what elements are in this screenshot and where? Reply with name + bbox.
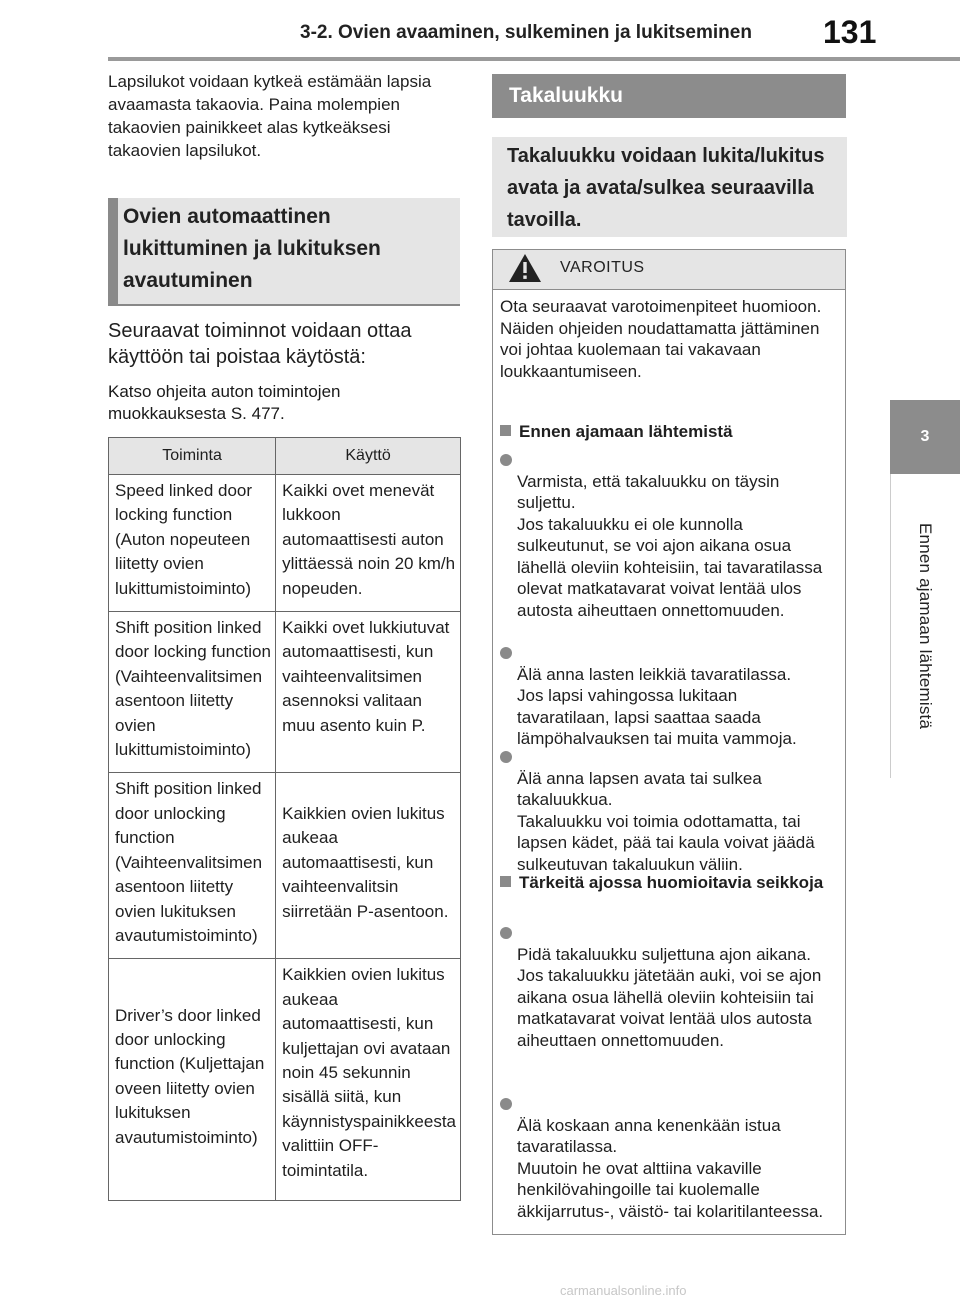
chapter-title: Ennen ajamaan lähtemistä xyxy=(916,522,935,730)
section-heading: Ovien automaattinen lukittuminen ja lukituksen avautuminen xyxy=(123,205,381,292)
table-cell-function: Shift position linked door locking function (Vaihteenvalitsimen asentoon liitetty ovien lukittumistoiminto) xyxy=(109,612,276,773)
square-bullet-icon xyxy=(500,876,511,887)
warning-bullet xyxy=(500,642,834,750)
table-cell-operation: Kaikki ovet lukkiutuvat automaattisesti, kun vaihteenvalitsimen asennoksi valitaan muu asento kuin P. xyxy=(276,612,461,773)
header-rule xyxy=(108,57,960,61)
warning-triangle-icon xyxy=(508,253,542,283)
functions-table xyxy=(108,437,461,1201)
warning-bullet xyxy=(500,449,834,621)
table-cell-operation: Kaikkien ovien lukitus aukeaa automaattisesti, kun vaihteenvalitsin siirretään P-asentoon. xyxy=(276,773,461,959)
warning-subsection-title xyxy=(500,421,834,443)
chapter-title-wrap xyxy=(890,474,960,778)
bullet-text: Varmista, että takaluukku on täysin suljettu. Jos takaluukku ei ole kunnolla sulkeutunut, se voi ajon aikana osua lähellä oleviin kohteisiin, tai tavaratilassa olevat matkatavarat voivat lentää ulos autosta aiheuttaen onnettomuuden. xyxy=(517,471,823,620)
subsection-title-text: Tärkeitä ajossa huomioitavia seikkoja xyxy=(519,873,824,892)
section-heading-accent xyxy=(108,198,118,304)
table-cell-function: Speed linked door locking function (Auton nopeuteen liitetty ovien lukittumistoiminto) xyxy=(109,475,276,612)
section-header-title: 3-2. Ovien avaaminen, sulkeminen ja lukitseminen xyxy=(300,22,752,43)
customization-note: Katso ohjeita auton toimintojen muokkauksesta S. 477. xyxy=(108,382,341,423)
chapter-number-tab: 3 xyxy=(890,400,960,474)
subsection-title-text: Ennen ajamaan lähtemistä xyxy=(519,422,733,441)
warning-bullet xyxy=(500,746,834,875)
bullet-dot-icon xyxy=(500,1098,512,1110)
warning-bullet xyxy=(500,1093,834,1222)
bullet-text: Älä anna lasten leikkiä tavaratilassa. Jos lapsi vahingossa lukitaan tavaratilaan, lapsi saattaa saada lämpöhalvauksen tai muita vammoja. xyxy=(517,664,797,748)
table-cell-function: Shift position linked door unlocking function (Vaihteenvalitsimen asentoon liitetty ovien lukituksen avautumistoiminto) xyxy=(109,773,276,959)
bullet-dot-icon xyxy=(500,751,512,763)
table-header-row xyxy=(109,438,461,475)
bullet-dot-icon xyxy=(500,647,512,659)
bullet-dot-icon xyxy=(500,454,512,466)
table-row xyxy=(109,475,461,612)
intro-paragraph: Lapsilukot voidaan kytkeä estämään lapsia avaamasta takaovia. Paina molempien takaovien painikkeet alas kytkeäksesi takaovien lapsilukot. xyxy=(108,72,432,160)
table-row xyxy=(109,612,461,773)
section-title-banner: Takaluukku xyxy=(492,74,846,118)
table-row xyxy=(109,959,461,1201)
table-row xyxy=(109,773,461,959)
table-cell-operation: Kaikkien ovien lukitus aukeaa automaattisesti, kun kuljettajan ovi avataan noin 45 sekunnin sisällä siitä, kun käynnistyspainikkeesta valittiin OFF-toimintatila. xyxy=(276,959,461,1201)
subheading: Seuraavat toiminnot voidaan ottaa käyttöön tai poistaa käytöstä: xyxy=(108,320,412,368)
bullet-text: Älä anna lapsen avata tai sulkea takaluukkua. Takaluukku voi toimia odottamatta, tai lapsen kädet, pää tai kaula voivat jäädä sulkeutuvan takaluukun väliin. xyxy=(517,768,815,874)
warning-bullet xyxy=(500,922,834,1051)
column-header-operation: Käyttö xyxy=(276,438,461,475)
square-bullet-icon xyxy=(500,425,511,436)
warning-intro: Ota seuraavat varotoimenpiteet huomioon. Näiden ohjeiden noudattamatta jättäminen voi johtaa kuolemaan tai vakavaan loukkaantumiseen. xyxy=(500,297,822,381)
warning-label: VAROITUS xyxy=(560,259,645,276)
warning-subsection-title xyxy=(500,872,834,894)
warning-header xyxy=(493,250,845,290)
watermark: carmanualsonline.info xyxy=(560,1283,687,1298)
column-header-function: Toiminta xyxy=(109,438,276,475)
table-cell-operation: Kaikki ovet menevät lukkoon automaattisesti auton ylittäessä noin 20 km/h nopeuden. xyxy=(276,475,461,612)
bullet-text: Älä koskaan anna kenenkään istua tavaratilassa. Muutoin he ovat alttiina vakaville henkilövahingoille tai kuolemalle äkkijarrutus-, väistö- tai kolaritilanteessa. xyxy=(517,1115,824,1221)
summary-text: Takaluukku voidaan lukita/lukitus avata ja avata/sulkea seuraavilla tavoilla. xyxy=(507,145,825,231)
bullet-dot-icon xyxy=(500,927,512,939)
table-cell-function: Driver’s door linked door unlocking function (Kuljettajan oveen liitetty ovien lukituksen avautumistoiminto) xyxy=(109,959,276,1201)
page-number: 131 xyxy=(823,14,877,50)
bullet-text: Pidä takaluukku suljettuna ajon aikana. Jos takaluukku jätetään auki, voi se ajon aikana osua lähellä oleviin kohteisiin tai matkatavarat voivat lentää ulos autosta aiheuttaen onnettomuuden. xyxy=(517,944,822,1050)
